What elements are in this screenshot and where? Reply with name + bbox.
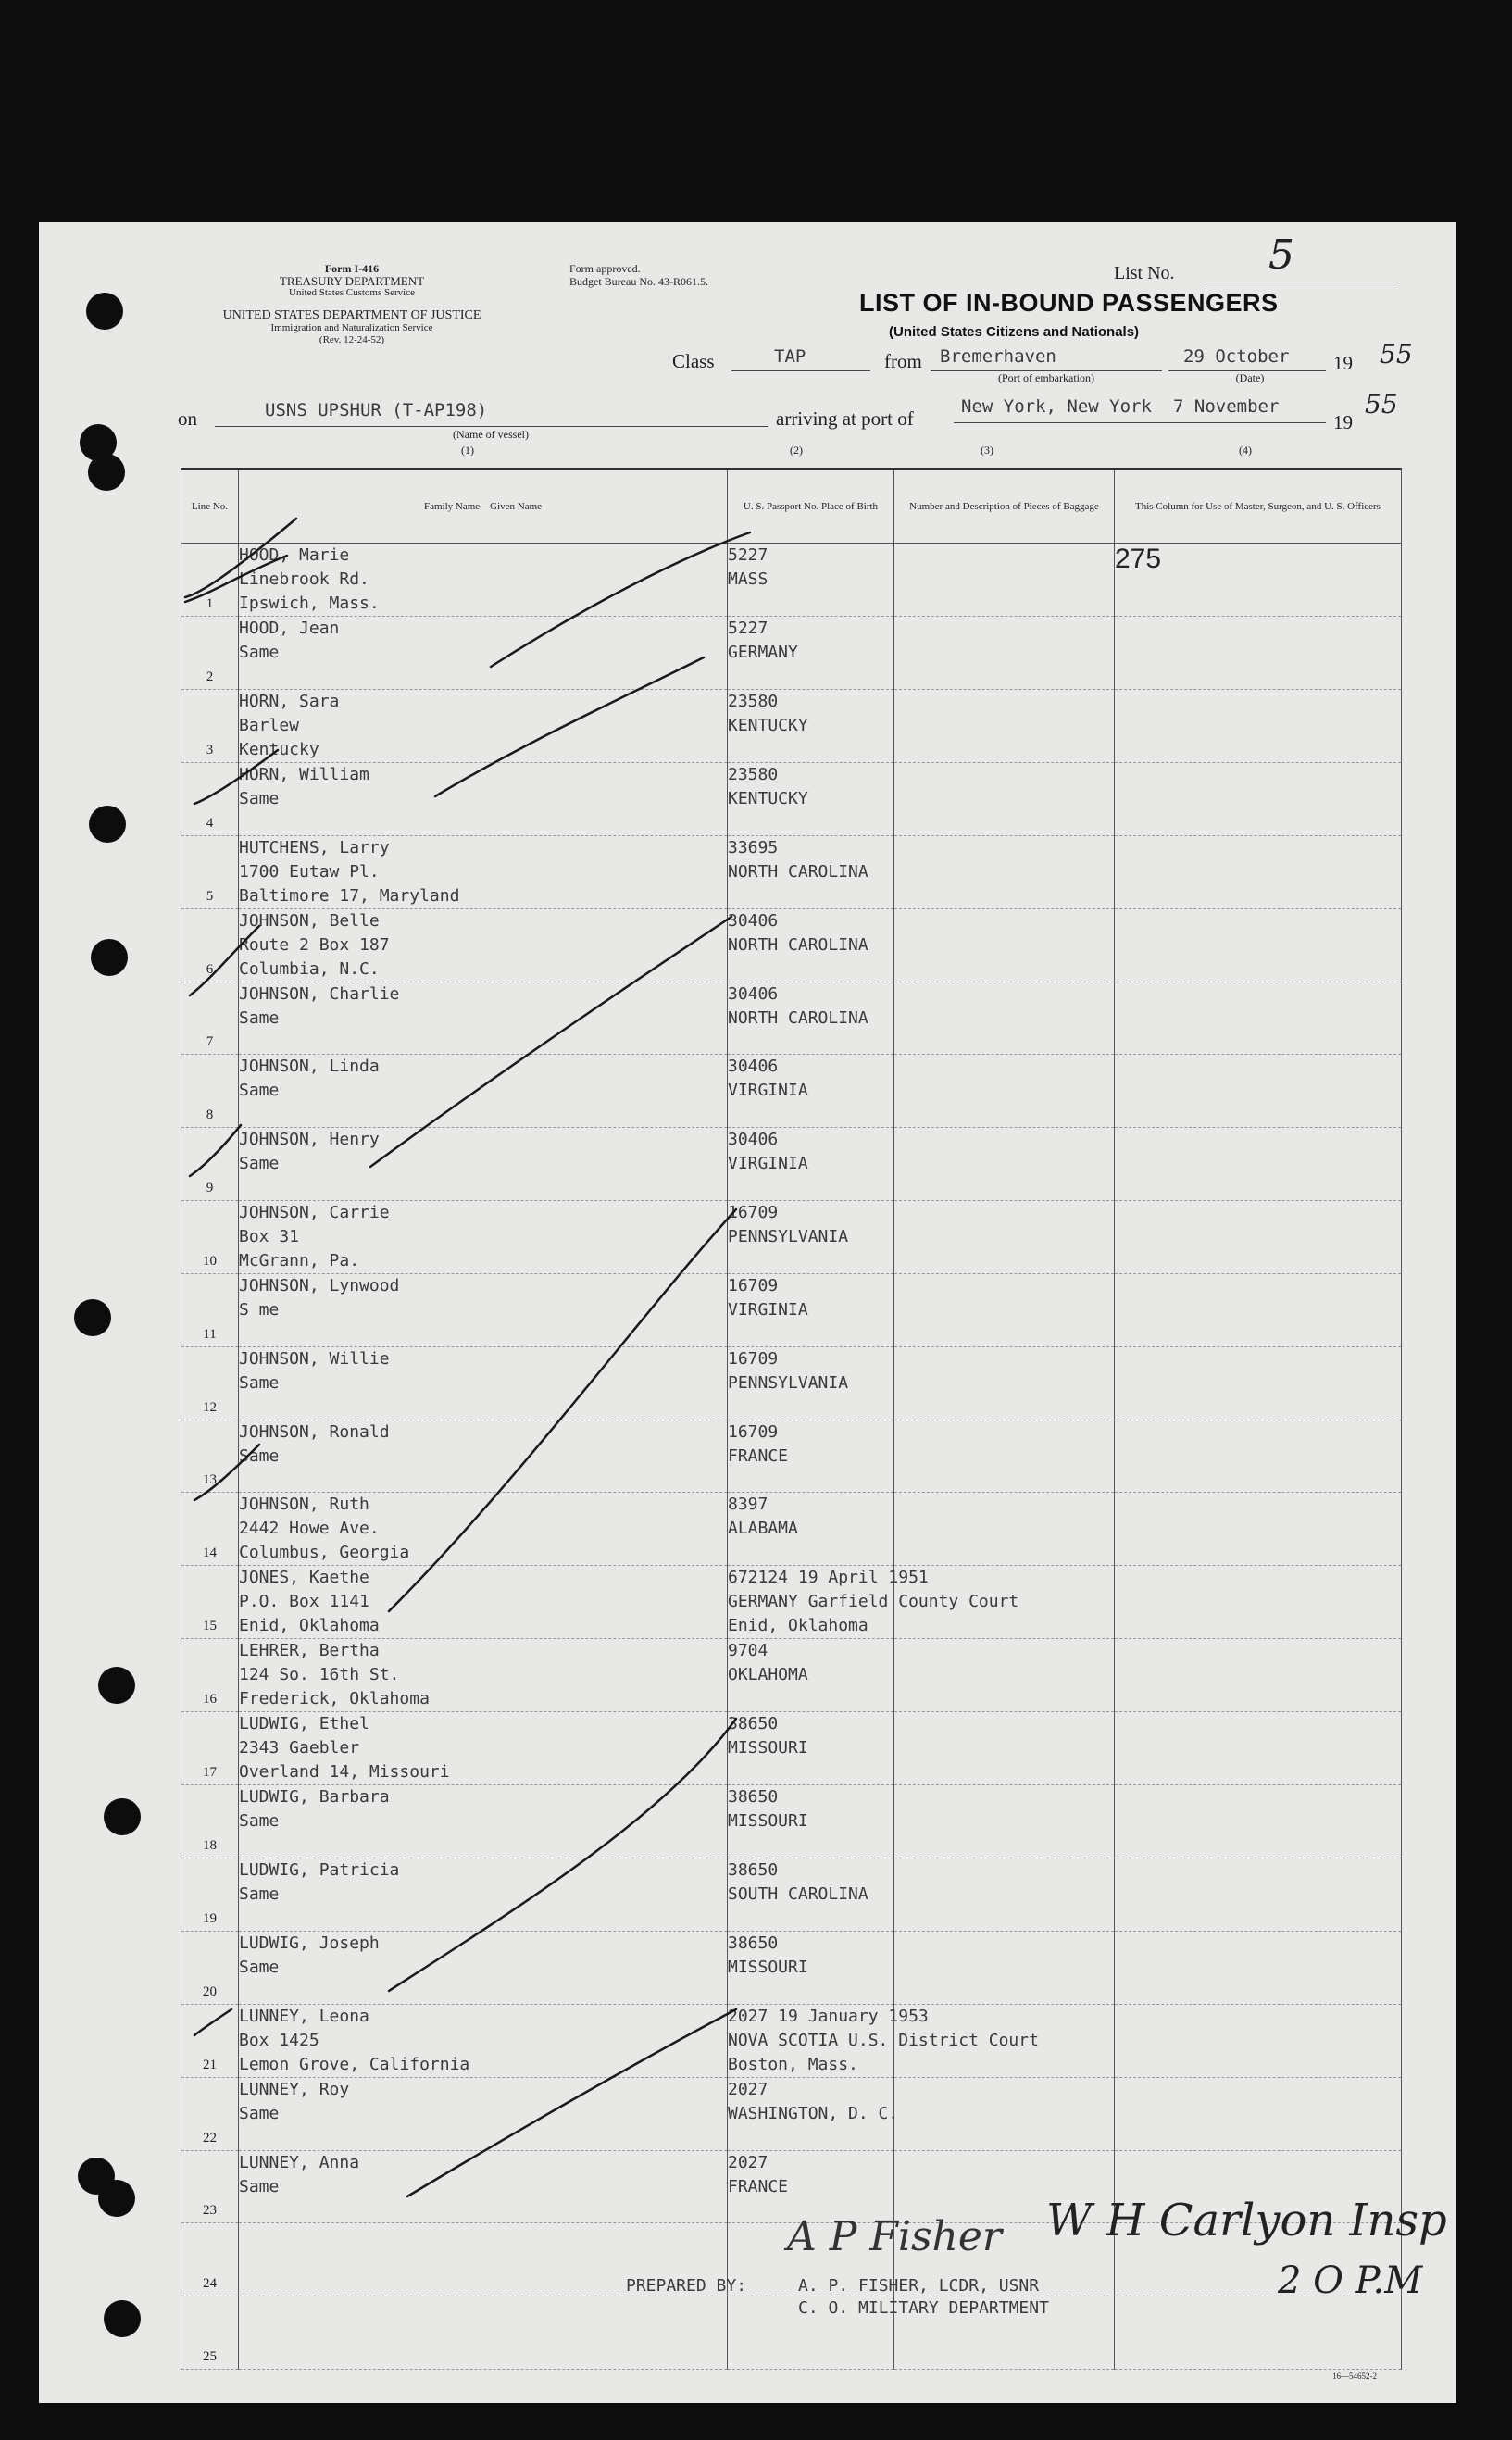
passenger-name: HUTCHENS, Larry 1700 Eutaw Pl. Baltimore 17, Maryland [239, 835, 728, 908]
passport-birthplace: 38650 SOUTH CAROLINA [728, 1858, 894, 1932]
on-label: on [178, 407, 197, 430]
embark-caption: (Port of embarkation) [998, 371, 1094, 384]
passenger-name: JOHNSON, Henry Same [239, 1128, 728, 1201]
passenger-name: HOOD, Jean Same [239, 617, 728, 690]
passport-birthplace: 2027 19 January 1953 NOVA SCOTIA U.S. District Court Boston, Mass. [728, 2004, 894, 2077]
passenger-name: LUDWIG, Barbara Same [239, 1785, 728, 1858]
form-id: Form I-416 [324, 262, 380, 275]
line-number-text: 17 [203, 1765, 217, 1781]
passport-birthplace: 38650 MISSOURI [728, 1712, 894, 1785]
arrival-date: 7 November [1173, 396, 1280, 417]
passenger-name: JOHNSON, Ronald Same [239, 1420, 728, 1493]
passenger-name: JOHNSON, Willie Same [239, 1346, 728, 1420]
passport-birthplace: 16709 PENNSYLVANIA [728, 1200, 894, 1273]
vessel-name: USNS UPSHUR (T-AP198) [265, 400, 488, 420]
line-number-text: 23 [203, 2203, 217, 2219]
passport-birthplace: 23580 KENTUCKY [728, 689, 894, 762]
passenger-name: JOHNSON, Charlie Same [239, 982, 728, 1055]
passenger-name: JOHNSON, Ruth 2442 Howe Ave. Columbus, Georgia [239, 1493, 728, 1566]
passenger-name: LUNNEY, Leona Box 1425 Lemon Grove, California [239, 2004, 728, 2077]
passenger-name: LUDWIG, Joseph Same [239, 1931, 728, 2004]
passenger-name: LUNNEY, Anna Same [239, 2150, 728, 2223]
form-approved: Form approved. [569, 262, 641, 275]
line-number-text: 1 [206, 596, 214, 611]
line-number-text: 24 [203, 2276, 217, 2292]
customs-service: United States Customs Service [289, 287, 415, 298]
passenger-name: JOHNSON, Lynwood S me [239, 1273, 728, 1346]
line-number-text: 12 [203, 1399, 217, 1415]
line-number-text: 19 [203, 1910, 217, 1926]
from-label: from [884, 350, 922, 372]
passport-birthplace: 30406 NORTH CAROLINA [728, 982, 894, 1055]
passenger-name: LUNNEY, Roy Same [239, 2077, 728, 2150]
passport-birthplace: 33695 NORTH CAROLINA [728, 835, 894, 908]
passport-birthplace: 672124 19 April 1951 GERMANY Garfield County Court Enid, Oklahoma [728, 1566, 894, 1639]
vessel-caption: (Name of vessel) [453, 428, 529, 441]
passenger-name: JOHNSON, Belle Route 2 Box 187 Columbia, N.C. [239, 908, 728, 982]
prepared-by-label: PREPARED BY: [626, 2276, 747, 2296]
header-name: Family Name—Given Name [239, 469, 728, 544]
year-prefix-2: 19 [1333, 411, 1353, 433]
line-number-text: 5 [206, 888, 214, 904]
signature-fisher: A P Fisher [787, 2213, 1002, 2260]
date-caption: (Date) [1235, 371, 1265, 384]
passport-birthplace: 2027 WASHINGTON, D. C. [728, 2077, 894, 2150]
passport-birthplace: 2027 FRANCE [728, 2150, 894, 2223]
year-prefix: 19 [1333, 352, 1353, 374]
line-number-text: 2 [206, 669, 214, 684]
treasury-department: TREASURY DEPARTMENT [279, 274, 425, 288]
passport-birthplace: 5227 GERMANY [728, 617, 894, 690]
line-number-text: 15 [203, 1619, 217, 1634]
col-num-1: (1) [461, 444, 474, 457]
form-revision: (Rev. 12-24-52) [319, 334, 385, 345]
line-number-text: 3 [206, 742, 214, 757]
line-number-text: 25 [203, 2348, 217, 2364]
justice-department: UNITED STATES DEPARTMENT OF JUSTICE [222, 308, 481, 322]
class-label: Class [672, 350, 715, 372]
arriving-label: arriving at port of [776, 407, 914, 430]
passenger-name: HORN, Sara Barlew Kentucky [239, 689, 728, 762]
passport-birthplace: 38650 MISSOURI [728, 1931, 894, 2004]
arrival-year: 55 [1365, 389, 1398, 419]
passenger-name: JONES, Kaethe P.O. Box 1141 Enid, Oklahoma [239, 1566, 728, 1639]
line-number-text: 10 [203, 1253, 217, 1269]
line-number-text: 14 [203, 1545, 217, 1561]
list-no-value: 5 [1268, 231, 1294, 279]
passport-birthplace: 16709 PENNSYLVANIA [728, 1346, 894, 1420]
line-number-text: 7 [206, 1034, 214, 1050]
passport-birthplace: 16709 VIRGINIA [728, 1273, 894, 1346]
embark-port: Bremerhaven [940, 346, 1056, 367]
line-number-text: 6 [206, 961, 214, 977]
ins-service: Immigration and Naturalization Service [270, 322, 433, 333]
budget-bureau: Budget Bureau No. 43-R061.5. [569, 275, 708, 288]
passport-birthplace: 9704 OKLAHOMA [728, 1639, 894, 1712]
line-number-text: 22 [203, 2130, 217, 2146]
line-number-text: 20 [203, 1983, 217, 1999]
passenger-name: LUDWIG, Patricia Same [239, 1858, 728, 1932]
passenger-name: LUDWIG, Ethel 2343 Gaebler Overland 14, Missouri [239, 1712, 728, 1785]
line-number-text: 8 [206, 1107, 214, 1123]
line-number-text: 13 [203, 1472, 217, 1488]
passenger-name: HORN, William Same [239, 762, 728, 835]
class-value: TAP [774, 346, 806, 367]
passport-birthplace: 8397 ALABAMA [728, 1493, 894, 1566]
passport-birthplace: 30406 VIRGINIA [728, 1055, 894, 1128]
col-num-2: (2) [790, 444, 803, 457]
signature-time: 2 O P.M [1278, 2259, 1423, 2302]
officer-count: 275 [1115, 544, 1402, 617]
line-number-text: 9 [206, 1180, 214, 1195]
document-title: LIST OF IN-BOUND PASSENGERS [859, 289, 1279, 317]
preparer-dept: C. O. MILITARY DEPARTMENT [798, 2298, 1049, 2318]
line-number-text: 16 [203, 1692, 217, 1708]
passport-birthplace: 16709 FRANCE [728, 1420, 894, 1493]
passenger-name: LEHRER, Bertha 124 So. 16th St. Frederick, Oklahoma [239, 1639, 728, 1712]
line-number-text: 4 [206, 815, 214, 831]
header-baggage: Number and Description of Pieces of Baggage [894, 469, 1115, 544]
header-passport: U. S. Passport No. Place of Birth [728, 469, 894, 544]
signature-inspector: W H Carlyon Insp [1046, 2195, 1447, 2246]
line-number-text: 21 [203, 2057, 217, 2072]
passport-birthplace: 5227 MASS [728, 544, 894, 617]
form-number: 16—54652-2 [1332, 2371, 1377, 2381]
passenger-name: JOHNSON, Carrie Box 31 McGrann, Pa. [239, 1200, 728, 1273]
col-num-3: (3) [981, 444, 993, 457]
arrival-port: New York, New York [961, 396, 1152, 417]
line-number-text: 11 [203, 1326, 217, 1342]
depart-year: 55 [1380, 339, 1413, 369]
header-line-no: Line No. [181, 469, 239, 544]
line-number-text: 18 [203, 1838, 217, 1854]
passenger-name: JOHNSON, Linda Same [239, 1055, 728, 1128]
depart-date: 29 October [1183, 346, 1290, 367]
header-officers: This Column for Use of Master, Surgeon, and U. S. Officers [1115, 469, 1402, 544]
document-subtitle: (United States Citizens and Nationals) [889, 324, 1140, 340]
passenger-name: HOOD, Marie Linebrook Rd. Ipswich, Mass. [239, 544, 728, 617]
preparer-name: A. P. FISHER, LCDR, USNR [798, 2276, 1040, 2296]
passport-birthplace: 38650 MISSOURI [728, 1785, 894, 1858]
list-no-label: List No. [1114, 263, 1175, 283]
col-num-4: (4) [1239, 444, 1252, 457]
passport-birthplace: 30406 NORTH CAROLINA [728, 908, 894, 982]
passport-birthplace: 30406 VIRGINIA [728, 1128, 894, 1201]
passport-birthplace: 23580 KENTUCKY [728, 762, 894, 835]
